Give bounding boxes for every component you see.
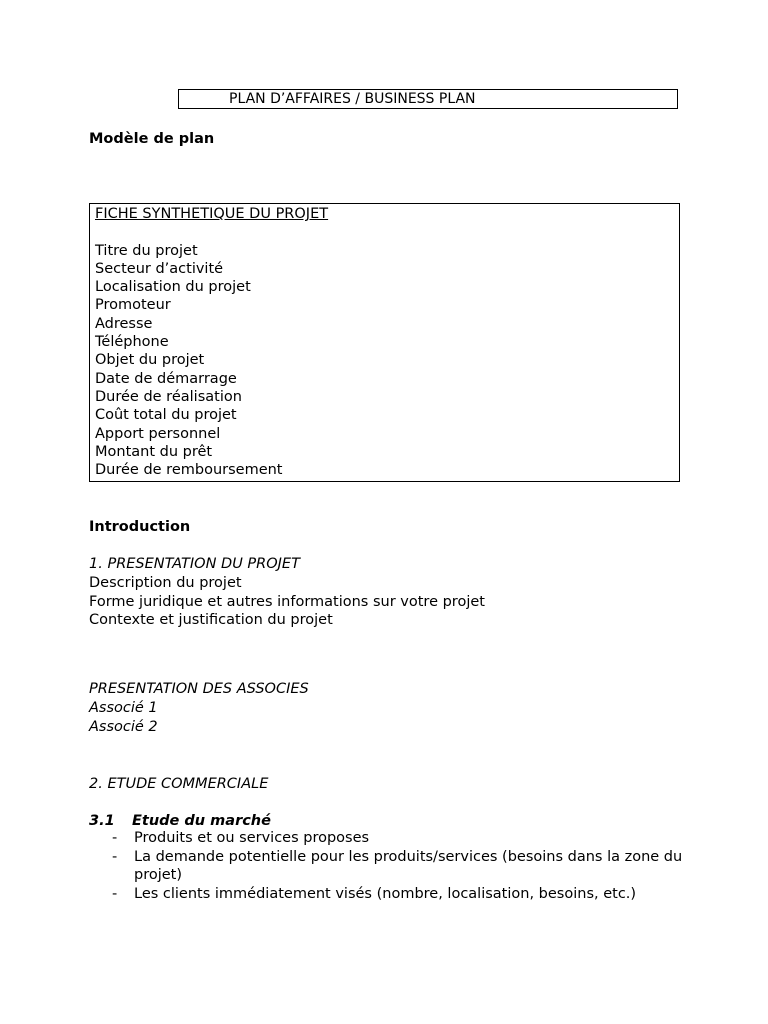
- fiche-item: Apport personnel: [95, 425, 221, 442]
- fiche-item: Durée de réalisation: [95, 388, 242, 405]
- fiche-item: Objet du projet: [95, 352, 205, 369]
- document-title: PLAN D’AFFAIRES / BUSINESS PLAN: [229, 91, 476, 107]
- fiche-item: Montant du prêt: [95, 443, 213, 460]
- fiche-item: Date de démarrage: [95, 370, 237, 387]
- section-2-heading: 2. ETUDE COMMERCIALE: [89, 776, 269, 792]
- document-title-box: [178, 89, 678, 109]
- associe-item: Associé 2: [89, 718, 158, 735]
- bullet-dash: -: [112, 848, 118, 865]
- section-2-block: [89, 774, 268, 794]
- associes-block: [89, 679, 309, 736]
- bullet-text: Produits et ou services proposes: [134, 830, 370, 846]
- fiche-item: Durée de remboursement: [95, 462, 283, 479]
- section-3-1-heading: [89, 811, 271, 831]
- bullet-item: [112, 848, 712, 885]
- associe-item: Associé 1: [89, 700, 158, 716]
- fiche-item: Promoteur: [95, 297, 171, 314]
- section-1-line: Contexte et justification du projet: [89, 612, 333, 628]
- fiche-heading: FICHE SYNTHETIQUE DU PROJET: [95, 206, 329, 222]
- introduction-heading: Introduction: [89, 519, 191, 535]
- fiche-synthetique-box: [89, 203, 680, 482]
- bullet-dash: -: [112, 830, 118, 846]
- bullet-item: [112, 829, 712, 848]
- fiche-item: Téléphone: [95, 334, 169, 351]
- fiche-item: Adresse: [95, 315, 153, 332]
- bullet-item: [112, 885, 712, 904]
- section-1-line: Description du projet: [89, 575, 242, 591]
- section-3-1-title: Etude du marché: [132, 813, 271, 829]
- fiche-item: Secteur d’activité: [95, 260, 224, 277]
- section-1-line: Forme juridique et autres informations sur votre projet: [89, 593, 485, 610]
- fiche-item: Titre du projet: [95, 242, 198, 259]
- fiche-item: Localisation du projet: [95, 279, 251, 296]
- section-1-block: [89, 554, 485, 630]
- document-subtitle: Modèle de plan: [89, 131, 215, 147]
- fiche-item: Coût total du projet: [95, 407, 237, 424]
- section-3-1-number: 3.1: [89, 813, 115, 829]
- associes-heading: PRESENTATION DES ASSOCIES: [89, 681, 309, 697]
- bullet-text: Les clients immédiatement visés (nombre, localisation, besoins, etc.): [134, 885, 637, 902]
- bullet-text: La demande potentielle pour les produits/services (besoins dans la zone du projet): [134, 848, 683, 883]
- section-1-heading: 1. PRESENTATION DU PROJET: [89, 556, 300, 572]
- bullet-dash: -: [112, 885, 118, 902]
- section-3-1-bullet-list: [112, 829, 712, 903]
